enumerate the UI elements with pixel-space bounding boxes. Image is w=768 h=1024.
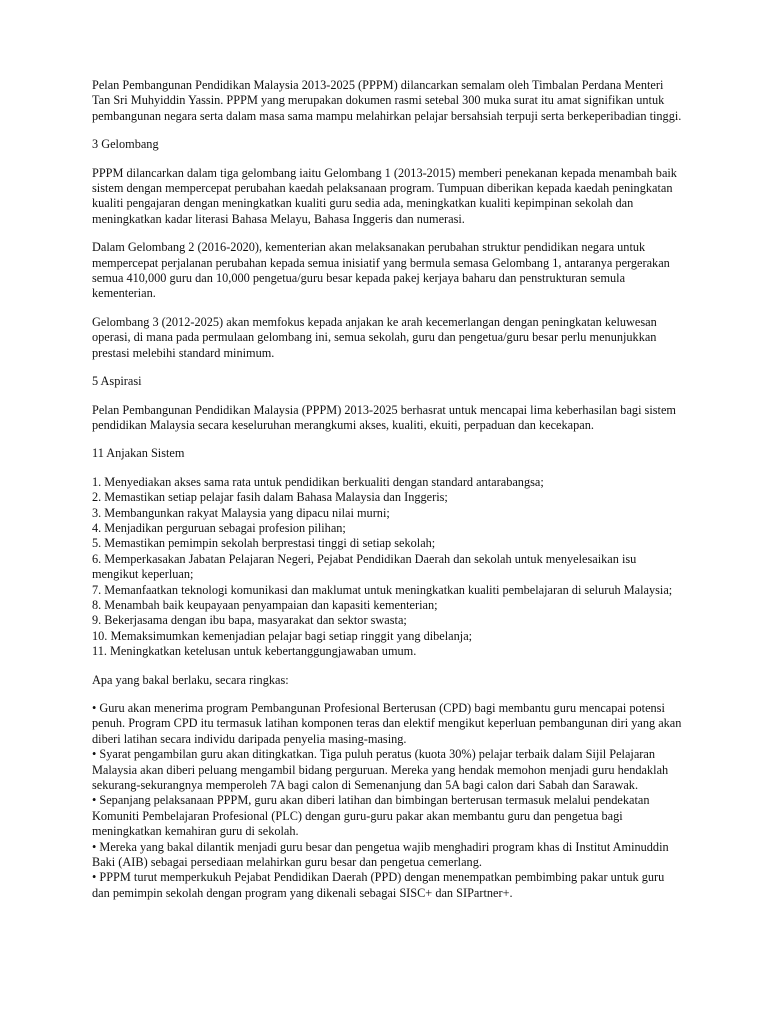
list-item: • Guru akan menerima program Pembangunan Profesional Berterusan (CPD) bagi membantu guru mencapai potensi penuh. Program CPD itu termasuk latihan komponen teras dan elektif mengikut keperluan pembangunan diri yang akan diberi latihan secara individu daripada penyelia masing-masing. [92, 701, 682, 746]
list-item: 2. Memastikan setiap pelajar fasih dalam Bahasa Malaysia dan Inggeris; [92, 490, 448, 505]
anjakan-heading: 11 Anjakan Sistem [92, 446, 185, 461]
list-item: 1. Menyediakan akses sama rata untuk pendidikan berkualiti dengan standard antarabangsa; [92, 474, 544, 489]
aspirasi-heading: 5 Aspirasi [92, 374, 142, 389]
aspirasi-paragraph: Pelan Pembangunan Pendidikan Malaysia (PPPM) 2013-2025 berhasrat untuk mencapai lima keberhasilan bagi sistem pendidikan Malaysia secara keseluruhan merangkumi akses, kualiti, ekuiti, perpaduan dan kecekapan. [92, 402, 676, 432]
ringkas-list [92, 701, 682, 901]
list-item: 3. Membangunkan rakyat Malaysia yang dipacu nilai murni; [92, 505, 390, 520]
list-item: 9. Bekerjasama dengan ibu bapa, masyarakat dan sektor swasta; [92, 613, 407, 628]
gelombang-paragraph-1: PPPM dilancarkan dalam tiga gelombang iaitu Gelombang 1 (2013-2015) memberi penekanan kepada menambah baik sistem dengan mempercepat perubahan kaedah pelaksanaan program. Tumpuan diberikan kepada kaedah peningkatan kualiti pengajaran dengan meningkatkan kualiti guru sedia ada, meningkatkan kualiti kepimpinan sekolah dan meningkatkan kadar literasi Bahasa Melayu, Bahasa Inggeris dan numerasi. [92, 165, 677, 226]
ringkas-heading: Apa yang bakal berlaku, secara ringkas: [92, 672, 289, 687]
list-item: • Mereka yang bakal dilantik menjadi guru besar dan pengetua wajib menghadiri program khas di Institut Aminuddin Baki (AIB) sebagai persediaan melahirkan guru besar dan pengetua cemerlang. [92, 839, 669, 870]
list-item: 6. Memperkasakan Jabatan Pelajaran Negeri, Pejabat Pendidikan Daerah dan sekolah untuk menyelesaikan isu mengikut keperluan; [92, 551, 637, 582]
anjakan-list [92, 475, 682, 660]
list-item: • PPPM turut memperkukuh Pejabat Pendidikan Daerah (PPD) dengan menempatkan pembimbing pakar untuk guru dan pemimpin sekolah dengan program yang dikenali sebagai SISC+ dan SIPartner+. [92, 870, 665, 900]
list-item: 4. Menjadikan perguruan sebagai profesion pilihan; [92, 520, 346, 535]
list-item: 8. Menambah baik keupayaan penyampaian dan kapasiti kementerian; [92, 597, 438, 612]
gelombang-paragraph-3: Gelombang 3 (2012-2025) akan memfokus kepada anjakan ke arah kecemerlangan dengan peningkatan keluwesan operasi, di mana pada permulaan gelombang ini, semua sekolah, guru dan pengetua/guru besar perlu menunjukkan prestasi melebihi standard minimum. [92, 314, 657, 360]
list-item: 7. Memanfaatkan teknologi komunikasi dan maklumat untuk meningkatkan kualiti pembelajaran di seluruh Malaysia; [92, 582, 673, 597]
list-item: 10. Memaksimumkan kemenjadian pelajar bagi setiap ringgit yang dibelanja; [92, 628, 473, 643]
list-item: • Syarat pengambilan guru akan ditingkatkan. Tiga puluh peratus (kuota 30%) pelajar terbaik dalam Sijil Pelajaran Malaysia akan diberi peluang mengambil bidang perguruan. Mereka yang hendak memohon menjadi guru hendaklah sekurang-sekurangnya memperoleh 7A bagi calon di Semenanjung dan 5A bagi calon dari Sabah dan Sarawak. [92, 747, 669, 793]
list-item: • Sepanjang pelaksanaan PPPM, guru akan diberi latihan dan bimbingan berterusan termasuk melalui pendekatan Komuniti Pembelajaran Profesional (PLC) dengan guru-guru pakar akan membantu guru dan pengetua bagi meningkatkan kemahiran guru di sekolah. [92, 793, 650, 839]
intro-paragraph: Pelan Pembangunan Pendidikan Malaysia 2013-2025 (PPPM) dilancarkan semalam oleh Timbalan Perdana Menteri Tan Sri Muhyiddin Yassin. PPPM yang merupakan dokumen rasmi setebal 300 muka surat itu amat signifikan untuk pembangunan negara serta dalam masa sama mampu melahirkan pelajar bersahsiah terpuji serta berkeperibadian tinggi. [92, 78, 682, 123]
gelombang-heading: 3 Gelombang [92, 137, 159, 152]
document-page [92, 78, 682, 914]
list-item: 5. Memastikan pemimpin sekolah berprestasi tinggi di setiap sekolah; [92, 536, 436, 551]
list-item: 11. Meningkatkan ketelusan untuk kebertanggungjawaban umum. [92, 644, 417, 659]
gelombang-paragraph-2: Dalam Gelombang 2 (2016-2020), kementerian akan melaksanakan perubahan struktur pendidikan negara untuk mempercepat perjalanan perubahan kepada semua inisiatif yang bermula semasa Gelombang 1, antaranya pergerakan semua 410,000 guru dan 10,000 pengetua/guru besar kepada pakej kerjaya baharu dan penstrukturan semula kementerian. [92, 240, 670, 301]
